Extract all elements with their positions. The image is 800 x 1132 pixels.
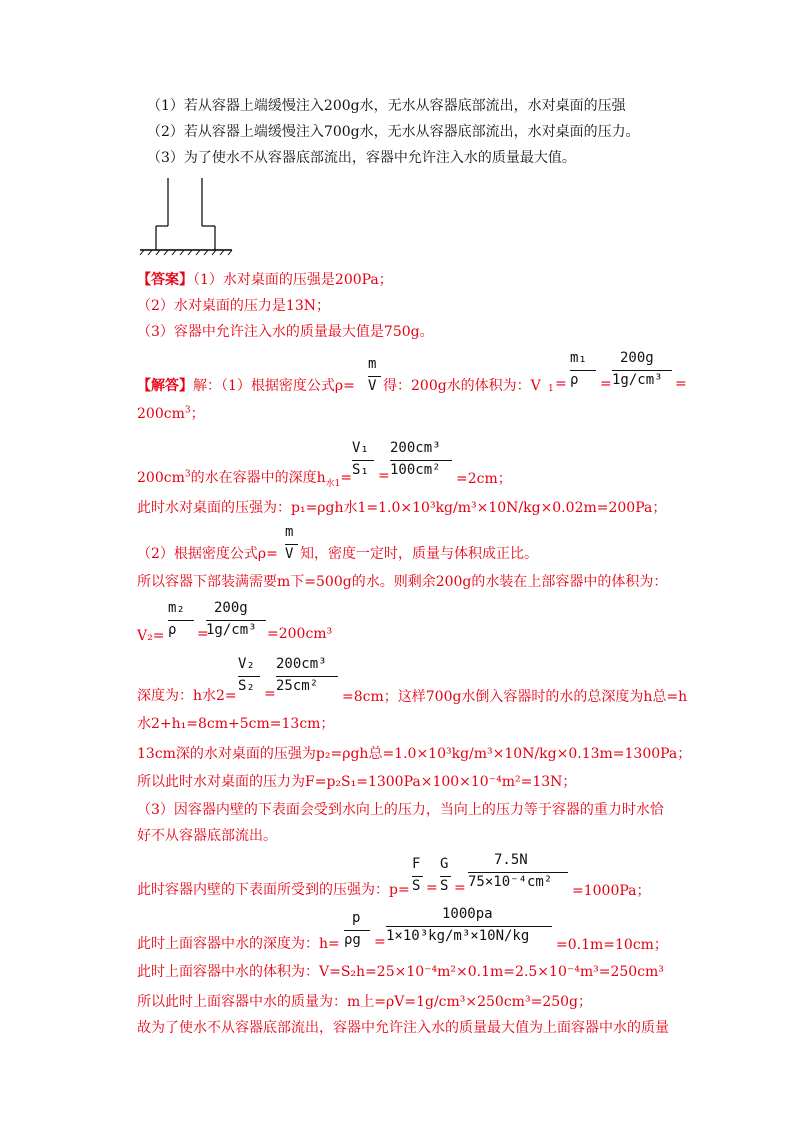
solution-line-16: 此时上面容器中水的体积为：V=S₂h=25×10⁻⁴m²×0.1m=2.5×10⁻⁴m³=250cm³ <box>137 964 664 980</box>
solution-line-15-a: 此时上面容器中水的深度为：h= <box>137 936 340 952</box>
container-diagram <box>136 176 236 256</box>
sub-1: 1 <box>548 384 554 394</box>
solution-tag: 【解答】 <box>137 378 193 394</box>
solution-line-10: 13cm深的水对桌面的压强为p₂=ρgh总=1.0×10³kg/m³×10N/kg×0.13m=1300Pa； <box>137 746 692 762</box>
solution-line-3: $200cm^3$的水在容器中的深度$h_{水1}=$ <box>137 469 353 489</box>
question-3: （3）为了使水不从容器底部流出，容器中允许注入水的质量最大值。 <box>147 150 576 166</box>
solution-line-7-a: V₂= <box>137 628 165 644</box>
fraction-m-over-v-2: m V <box>285 524 299 568</box>
answer-tag: 【答案】 <box>137 272 193 288</box>
solution-line-4: 此时水对桌面的压强为：p₁=ρgh水1=1.0×10³kg/m³×10N/kg×0.02m=200Pa； <box>137 500 667 516</box>
solution-line-18: 故为了使水不从容器底部流出，容器中允许注入水的质量最大值为上面容器中水的质量 <box>137 1020 669 1036</box>
solution-line-13: 好不从容器底部流出。 <box>137 828 277 844</box>
solution-line-1-b: 得：200g水的体积为：V <box>383 378 541 394</box>
fraction-200cm3-1: 200cm³ 100cm² <box>390 440 454 484</box>
solution-line-6: 所以容器下部装满需要m下=500g的水。则剩余200g的水装在上部容器中的体积为： <box>137 574 668 590</box>
question-2: （2）若从容器上端缓慢注入700g水，无水从容器底部流出，水对桌面的压力。 <box>147 124 640 140</box>
solution-line-12: （3）因容器内壁的下表面会受到水向上的压力，当向上的压力等于容器的重力时水恰 <box>137 802 664 818</box>
solution-line-8-a: 深度为：h水2= <box>137 688 237 704</box>
fraction-m2-over-rho: m₂ ρ <box>168 600 196 644</box>
answer-line-2: （2）水对桌面的压力是13N； <box>137 298 330 314</box>
answer-line-3: （3）容器中允许注入水的质量最大值是750g。 <box>137 324 434 340</box>
solution-line-14-a: 此时容器内壁的下表面所受到的压强为：p= <box>137 882 410 898</box>
fraction-m-over-v-1: m V <box>368 356 382 400</box>
fraction-200g-1: 200g 1g/cm³ <box>612 350 672 394</box>
solution-line-1: 【解答】解：（1）根据密度公式ρ= <box>137 378 355 394</box>
fraction-v1-over-s1: V₁ S₁ <box>352 440 376 484</box>
question-1: （1）若从容器上端缓慢注入200g水，无水从容器底部流出，水对桌面的压强 <box>147 98 626 114</box>
fraction-200g-2: 200g 1g/cm³ <box>206 600 266 644</box>
solution-line-2: $200cm^3$； <box>137 405 205 422</box>
fraction-f-over-s: F S <box>412 856 424 900</box>
fraction-1000pa: 1000pa 1×10³kg/m³×10N/kg <box>386 906 554 950</box>
fraction-g-over-s: G S <box>440 856 452 900</box>
solution-line-5-a: （2）根据密度公式ρ= <box>137 546 278 562</box>
fraction-v2-over-s2: V₂ S₂ <box>238 656 262 700</box>
solution-line-9: 水2+h₁=8cm+5cm=13cm； <box>137 716 335 732</box>
solution-line-11: 所以此时水对桌面的压力为F=p₂S₁=1300Pa×100×10⁻⁴m²=13N； <box>137 774 577 790</box>
solution-line-5-b: 知，密度一定时，质量与体积成正比。 <box>300 546 538 562</box>
fraction-200cm3-2: 200cm³ 25cm² <box>276 656 340 700</box>
fraction-7-5n: 7.5N 75×10⁻⁴cm² <box>468 852 568 896</box>
fraction-p-over-rhog: p ρg <box>344 910 372 954</box>
solution-line-17: 所以此时上面容器中水的质量为：m上=ρV=1g/cm³×250cm³=250g； <box>137 994 592 1010</box>
answer-line-1: 【答案】（1）水对桌面的压强是200Pa； <box>137 272 393 288</box>
fraction-m1-over-rho: m₁ ρ <box>570 350 598 394</box>
